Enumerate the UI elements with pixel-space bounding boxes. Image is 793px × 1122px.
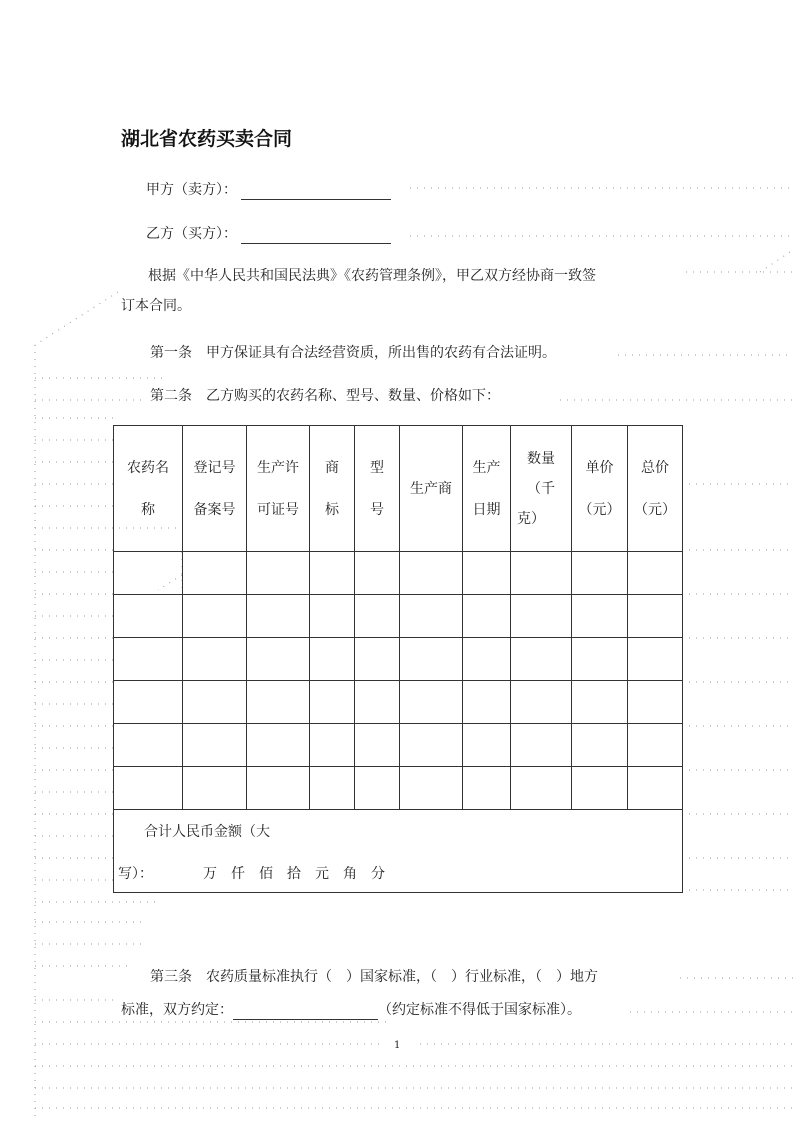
table-cell[interactable] <box>114 767 183 810</box>
table-cell[interactable] <box>355 638 400 681</box>
table-cell[interactable] <box>628 724 683 767</box>
table-cell[interactable] <box>183 724 247 767</box>
table-cell[interactable] <box>463 552 511 595</box>
header-pesticide-name: 农药名 称 <box>114 426 183 552</box>
table-cell[interactable] <box>247 767 310 810</box>
table-cell[interactable] <box>463 767 511 810</box>
table-cell[interactable] <box>511 552 572 595</box>
table-cell[interactable] <box>628 595 683 638</box>
table-cell[interactable] <box>183 638 247 681</box>
table-cell[interactable] <box>463 595 511 638</box>
article-3-line2: 标准，双方约定： （约定标准不得低于国家标准）。 <box>121 1002 581 1018</box>
header-production-date: 生产 日期 <box>463 426 511 552</box>
table-cell[interactable] <box>511 638 572 681</box>
table-cell[interactable] <box>355 595 400 638</box>
table-cell[interactable] <box>247 724 310 767</box>
table-cell[interactable] <box>183 552 247 595</box>
table-cell[interactable] <box>628 552 683 595</box>
table-row <box>114 681 683 724</box>
article-1: 第一条 甲方保证具有合法经营资质，所出售的农药有合法证明。 <box>150 345 556 361</box>
table-cell[interactable] <box>572 638 628 681</box>
table-cell[interactable] <box>572 681 628 724</box>
table-cell[interactable] <box>400 724 463 767</box>
page-number: 1 <box>394 1040 401 1051</box>
total-label: 合计人民币金额（大 <box>144 824 270 840</box>
table-cell[interactable] <box>310 638 355 681</box>
table-total-row <box>114 810 683 893</box>
table-cell[interactable] <box>114 681 183 724</box>
table-cell[interactable] <box>400 638 463 681</box>
agreed-standard-blank[interactable] <box>233 1003 378 1020</box>
table-cell[interactable] <box>355 681 400 724</box>
header-manufacturer: 生产商 <box>400 426 463 552</box>
table-row <box>114 595 683 638</box>
table-cell[interactable] <box>355 552 400 595</box>
header-model: 型 号 <box>355 426 400 552</box>
table-cell[interactable] <box>247 595 310 638</box>
intro-line1: 根据《中华人民共和国民法典》《农药管理条例》，甲乙双方经协商一致签 <box>148 268 596 284</box>
table-cell[interactable] <box>114 552 183 595</box>
party-b-blank[interactable] <box>241 227 391 244</box>
table-cell[interactable] <box>247 552 310 595</box>
table-row <box>114 552 683 595</box>
intro-line2: 订本合同。 <box>121 298 191 314</box>
table-cell[interactable] <box>247 638 310 681</box>
table-row <box>114 767 683 810</box>
table-cell[interactable] <box>183 681 247 724</box>
header-trademark: 商 标 <box>310 426 355 552</box>
table-row <box>114 724 683 767</box>
table-header-row <box>114 426 683 552</box>
table-cell[interactable] <box>400 595 463 638</box>
total-amount-cell[interactable] <box>114 810 683 893</box>
table-cell[interactable] <box>310 767 355 810</box>
table-cell[interactable] <box>247 681 310 724</box>
header-total-price: 总价 （元） <box>628 426 683 552</box>
header-unit-price: 单价 （元） <box>572 426 628 552</box>
table-cell[interactable] <box>572 552 628 595</box>
table-row <box>114 638 683 681</box>
party-b-line <box>146 224 391 244</box>
table-cell[interactable] <box>310 724 355 767</box>
table-cell[interactable] <box>463 681 511 724</box>
article-3-line1: 第三条 农药质量标准执行（ ）国家标准，（ ）行业标准，（ ）地方 <box>150 969 598 985</box>
table-cell[interactable] <box>628 767 683 810</box>
table-cell[interactable] <box>183 767 247 810</box>
table-cell[interactable] <box>114 595 183 638</box>
table-cell[interactable] <box>511 681 572 724</box>
table-cell[interactable] <box>400 552 463 595</box>
table-cell[interactable] <box>511 595 572 638</box>
party-b-label: 乙方（买方）： <box>146 226 237 242</box>
document-title: 湖北省农药买卖合同 <box>121 128 293 150</box>
table-cell[interactable] <box>114 638 183 681</box>
table-cell[interactable] <box>463 638 511 681</box>
table-cell[interactable] <box>628 638 683 681</box>
table-cell[interactable] <box>400 767 463 810</box>
table-cell[interactable] <box>572 767 628 810</box>
table-cell[interactable] <box>400 681 463 724</box>
header-production-license: 生产许 可证号 <box>247 426 310 552</box>
table-cell[interactable] <box>114 724 183 767</box>
table-cell[interactable] <box>511 767 572 810</box>
goods-table <box>113 425 683 893</box>
table-cell[interactable] <box>310 595 355 638</box>
party-a-blank[interactable] <box>241 183 391 200</box>
table-cell[interactable] <box>310 552 355 595</box>
table-cell[interactable] <box>628 681 683 724</box>
table-cell[interactable] <box>572 724 628 767</box>
table-cell[interactable] <box>511 724 572 767</box>
table-cell[interactable] <box>572 595 628 638</box>
table-cell[interactable] <box>183 595 247 638</box>
table-cell[interactable] <box>355 724 400 767</box>
table-cell[interactable] <box>463 724 511 767</box>
article-2: 第二条 乙方购买的农药名称、型号、数量、价格如下： <box>150 388 500 404</box>
header-quantity: 数量 （千 克） <box>511 426 572 552</box>
table-cell[interactable] <box>310 681 355 724</box>
table-cell[interactable] <box>355 767 400 810</box>
total-units-line: 写）： 万 仟 佰 拾 元 角 分 <box>118 866 385 882</box>
header-registration-number: 登记号 备案号 <box>183 426 247 552</box>
party-a-label: 甲方（卖方）： <box>146 182 237 198</box>
party-a-line <box>146 180 391 200</box>
